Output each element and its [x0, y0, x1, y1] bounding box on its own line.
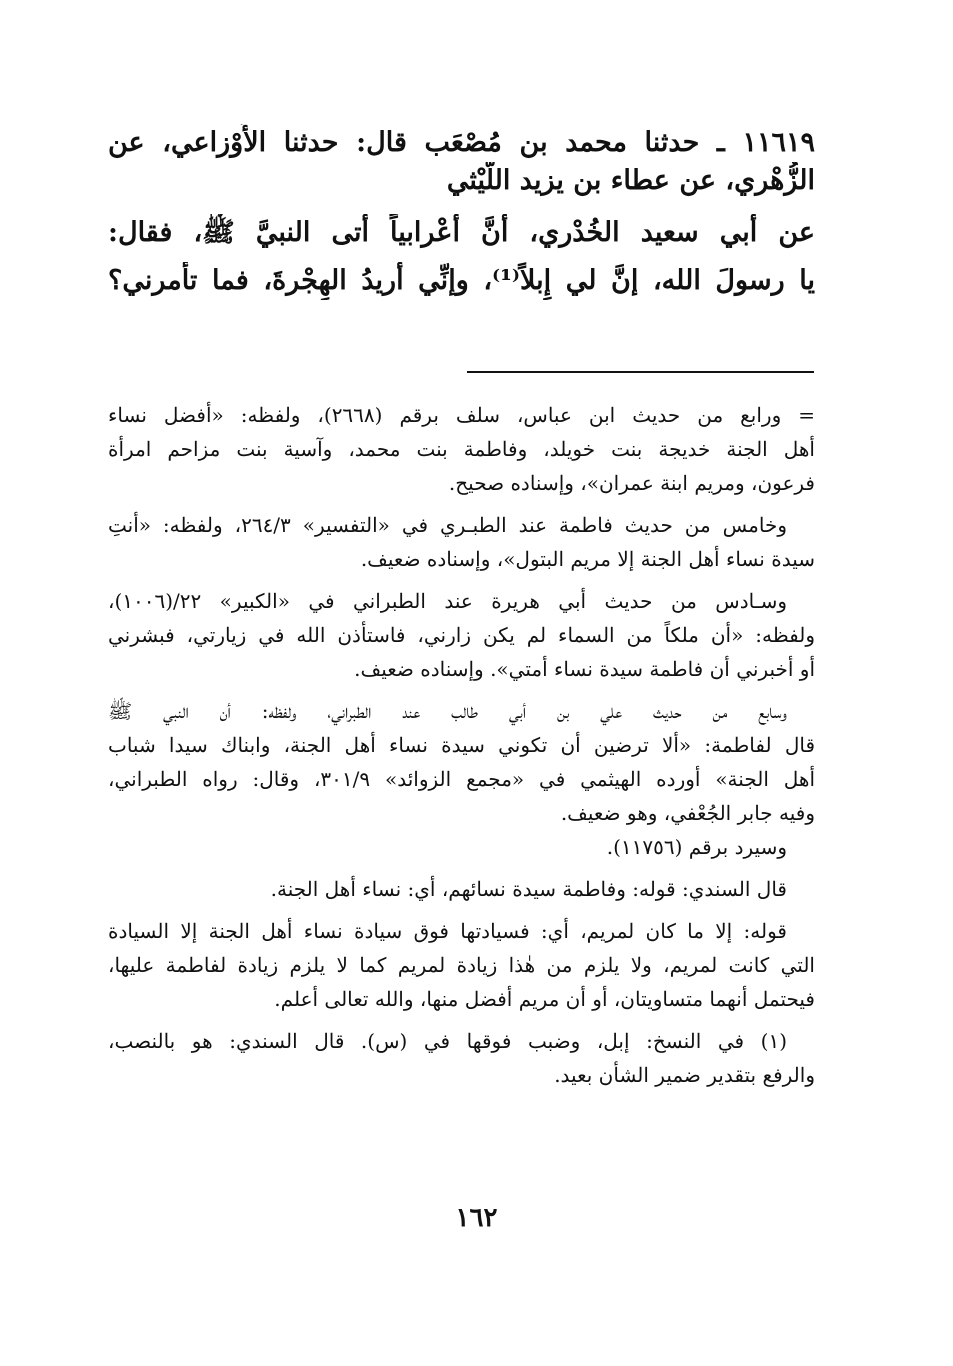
footnote-line: والرفع بتقدير ضمير الشأن بعيد.	[554, 1063, 815, 1087]
hadith-line: عن أبي سعيد الخُدْري، أَنَّ أَعْرابياً أتى النبيَّ ﷺ، فقال:	[108, 217, 815, 248]
footnote-line: وسابع من حديث علي بن أبي طالب عند الطبراني، ولفظه: أن النبي ﷺ	[108, 699, 787, 723]
footnote-divider	[467, 371, 814, 373]
page-number: ١٦٢	[455, 1203, 498, 1233]
footnote-line: أهل الجنة خديجة بنت خويلد، وفاطمة بنت محمد، وآسية بنت مزاحم امرأة	[108, 437, 815, 461]
footnote-line: قال السندي: قوله: وفاطمة سيدة نسائهم، أي: نساء أهل الجنة.	[270, 877, 787, 901]
footnote-line: أو أخبرني أن فاطمة سيدة نساء أمتي». وإسناده ضعيف.	[354, 657, 815, 681]
hadith-line: يا رسولَ الله، إنَّ لي إِبلاً⁽¹⁾، وإنِّي أُريدُ الهِجْرةَ، فما تأمرني؟	[108, 265, 815, 296]
footnote-line: فيحتمل أنهما متساويتان، أو أن مريم أفضل منها، والله تعالى أعلم.	[274, 987, 815, 1011]
footnote-line: وسيرد برقم (١١٧٥٦).	[606, 835, 787, 859]
hadith-line: الزُّهْري، عن عطاء بن يزيد اللَّيْثي	[446, 165, 815, 196]
footnote-line: قوله: إلا ما كان لمريم، أي: فسيادتها فوق سيادة نساء أهل الجنة إلا السيادة	[108, 919, 787, 943]
footnote-line: = ورابع من حديث ابن عباس، سلف برقم (٢٦٦٨)، ولفظه: «أفضل نساء	[108, 403, 815, 427]
footnote-line: قال لفاطمة: «ألا ترضين أن تكوني سيدة نساء أهل الجنة، وابناك سيدا شباب	[108, 733, 815, 757]
footnote-line: وسـادس من حديث أبي هريرة عند الطبراني في «الكبير» ٢٢/(١٠٠٦)،	[108, 589, 787, 613]
footnotes	[108, 398, 815, 1092]
footnote-line: ولفظه: «أن ملكاً من السماء لم يكن زارني، فاستأذن الله في زيارتي، فبشرني	[108, 623, 815, 647]
hadith-text	[108, 124, 815, 300]
footnote-line: فرعون، ومريم ابنة عمران»، وإسناده صحيح.	[448, 471, 815, 495]
footnote-line: سيدة نساء أهل الجنة إلا مريم البتول»، وإسناده ضعيف.	[360, 547, 815, 571]
footnote-line: (١) في النسخ: إبل، وضبب فوقها في (س). قال السندي: هو بالنصب،	[108, 1029, 787, 1053]
footnote-line: التي كانت لمريم، ولا يلزم من هٰذا زيادة لمريم كما لا يلزم زيادة لفاطمة عليها،	[108, 953, 815, 977]
hadith-line: ١١٦١٩ ـ حدثنا محمد بن مُصْعَب قال: حدثنا الأَوْزاعي، عن	[108, 127, 815, 158]
footnote-line: وخامس من حديث فاطمة عند الطبـري في «التفسير» ٢٦٤/٣، ولفظه: «أنتِ	[108, 513, 788, 537]
footnote-line: أهل الجنة» أورده الهيثمي في «مجمع الزوائد» ٣٠١/٩، وقال: رواه الطبراني،	[108, 767, 815, 791]
footnote-line: وفيه جابر الجُعْفي، وهو ضعيف.	[560, 801, 815, 825]
